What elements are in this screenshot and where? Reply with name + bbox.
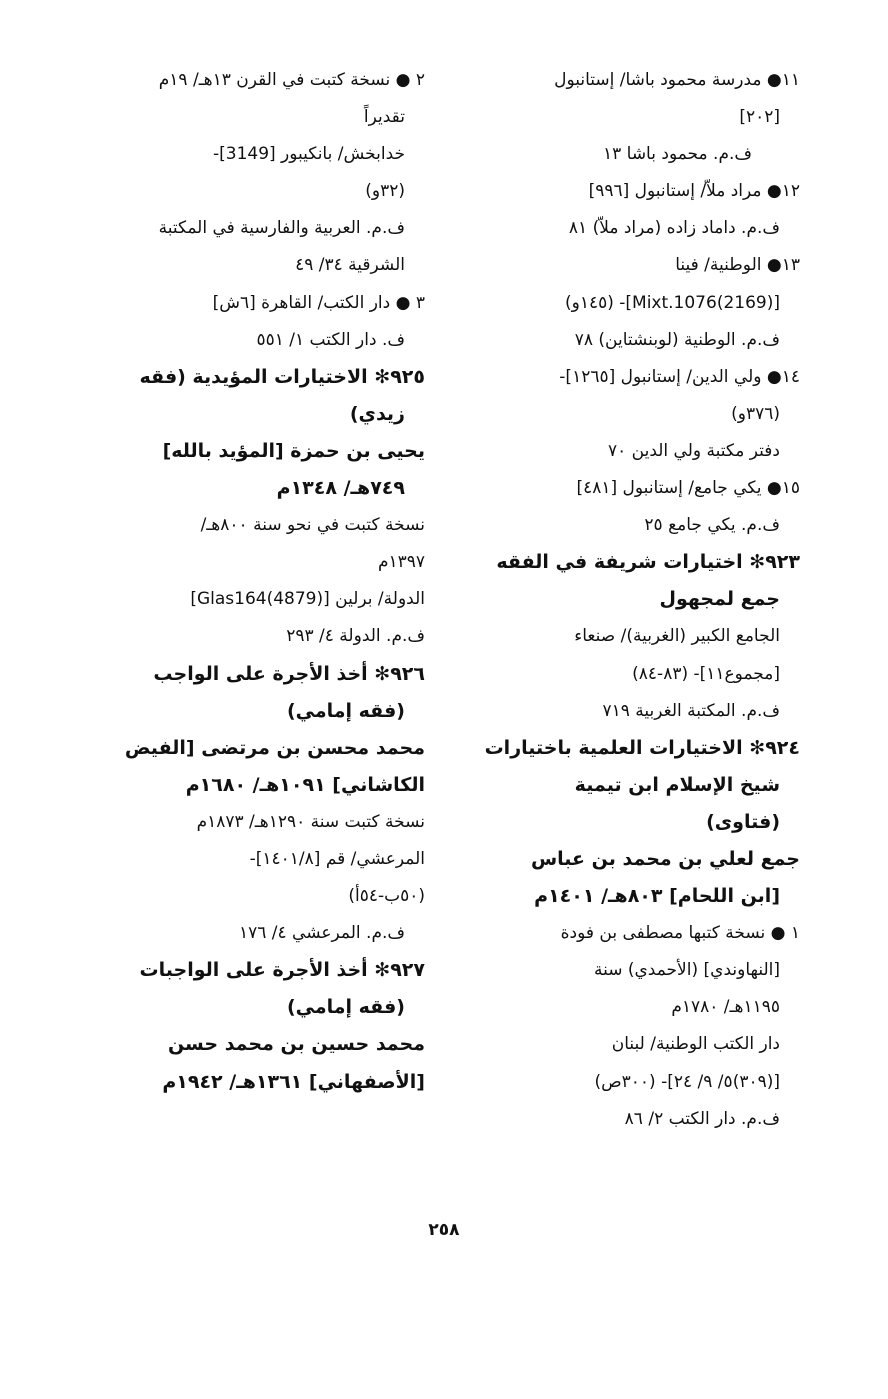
text-line: (فتاوى) — [706, 810, 780, 833]
text-line: الكاشاني] ١٠٩١هـ/ ١٦٨٠م — [185, 773, 425, 796]
text-line: [٢٠٢] — [739, 107, 780, 128]
left-column — [75, 62, 425, 1101]
text-line: ٩٢٣✻ اختيارات شريفة في الفقه — [496, 551, 800, 574]
text-line: (٥٠ب-٥٤أ) — [348, 886, 425, 907]
text-line: ١٣٩٧م — [377, 552, 425, 573]
text-line: نسخة كتبت سنة ١٢٩٠هـ/ ١٨٧٣م — [196, 811, 425, 832]
text-line: ف.م. دار الكتب ٢/ ٨٦ — [624, 1108, 780, 1129]
text-line: ١١● مدرسة محمود باشا/ إستانبول — [554, 70, 800, 90]
text-line: الدولة/ برلين [(4879)Glas164] — [190, 589, 425, 610]
text-line: (٣٢و) — [365, 181, 405, 202]
text-line: ١٣● الوطنية/ فينا — [675, 255, 800, 276]
text-line: [ابن اللحام] ٨٠٣هـ/ ١٤٠١م — [534, 885, 780, 908]
text-line: ١١٩٥هـ/ ١٧٨٠م — [671, 997, 780, 1018]
text-line: دار الكتب الوطنية/ لبنان — [611, 1034, 780, 1055]
text-line: جمع لمجهول — [659, 588, 780, 611]
text-line: محمد محسن بن مرتضى [الفيض — [124, 736, 425, 759]
text-line: ف.م. يكي جامع ٢٥ — [644, 515, 780, 536]
text-line: خدابخش/ بانكيبور [3149]- — [212, 144, 405, 165]
text-line: ف.م. الدولة ٤/ ٢٩٣ — [286, 626, 425, 647]
text-line: الجامع الكبير (الغربية)/ صنعاء — [574, 626, 780, 647]
text-line: [الأصفهاني] ١٣٦١هـ/ ١٩٤٢م — [162, 1070, 425, 1093]
page-number: ٢٥٨ — [428, 1220, 460, 1240]
text-line: ٩٢٥✻ الاختيارات المؤيدية (فقه — [139, 365, 425, 388]
text-line: (٣٧٦و) — [731, 403, 780, 424]
text-line: ف. دار الكتب ١/ ٥٥١ — [256, 329, 405, 350]
text-line: ١٢● مراد ملاّ/ إستانبول [٩٩٦] — [588, 181, 800, 202]
text-line: نسخة كتبت في نحو سنة ٨٠٠هـ/ — [200, 515, 425, 536]
text-line: الشرقية ٣٤/ ٤٩ — [295, 255, 405, 276]
text-line: (فقه إمامي) — [286, 996, 405, 1019]
text-line: ٢ ● نسخة كتبت في القرن ١٣هـ/ ١٩م — [158, 70, 425, 90]
text-line: ١ ● نسخة كتبها مصطفى بن فودة — [560, 923, 800, 944]
text-line: دفتر مكتبة ولي الدين ٧٠ — [607, 440, 780, 461]
text-line: زيدي) — [349, 402, 405, 425]
text-line: ١٥● يكي جامع/ إستانبول [٤٨١] — [576, 478, 800, 499]
text-line: ف.م. محمود باشا ١٣ — [602, 144, 752, 165]
text-line: ٧٤٩هـ/ ١٣٤٨م — [276, 477, 405, 500]
text-line: (فقه إمامي) — [286, 699, 405, 722]
text-line: ٩٢٧✻ أخذ الأجرة على الواجبات — [139, 959, 425, 982]
text-line: ٩٢٦✻ أخذ الأجرة على الواجب — [153, 662, 425, 685]
text-line: المرعشي/ قم [١٤٠١/٨]- — [249, 848, 425, 869]
text-line: شيخ الإسلام ابن تيمية — [574, 773, 780, 796]
text-line: [(2169)Mixt.1076]- (١٤٥و) — [564, 292, 780, 313]
text-line: ١٤● ولي الدين/ إستانبول [١٢٦٥]- — [559, 366, 800, 387]
text-line: يحيى بن حمزة [المؤيد بالله] — [162, 439, 425, 462]
text-line: [مجموع١١]- (٨٣-٨٤) — [632, 663, 780, 684]
text-line: تقديراً — [363, 107, 405, 128]
text-line: ٩٢٤✻ الاختيارات العلمية باختيارات — [484, 736, 800, 759]
text-line: ٣ ● دار الكتب/ القاهرة [٦ش] — [212, 292, 425, 313]
text-line: [النهاوندي] (الأحمدي) سنة — [593, 960, 780, 981]
text-line: ف.م. الوطنية (لوبنشتاين) ٧٨ — [574, 329, 780, 350]
text-line: جمع لعلي بن محمد بن عباس — [530, 847, 800, 870]
text-line: [(٣٠٩)٥/ ٩/ ٢٤]- (٣٠٠ص) — [594, 1071, 780, 1092]
right-column — [463, 62, 800, 1138]
text-line: ف.م. العربية والفارسية في المكتبة — [158, 218, 405, 239]
text-line: ف.م. داماد زاده (مراد ملاّ) ٨١ — [568, 218, 780, 239]
text-line: محمد حسين بن محمد حسن — [167, 1033, 425, 1056]
text-line: ف.م. المرعشي ٤/ ١٧٦ — [238, 923, 405, 944]
text-line: ف.م. المكتبة الغربية ٧١٩ — [602, 700, 780, 721]
